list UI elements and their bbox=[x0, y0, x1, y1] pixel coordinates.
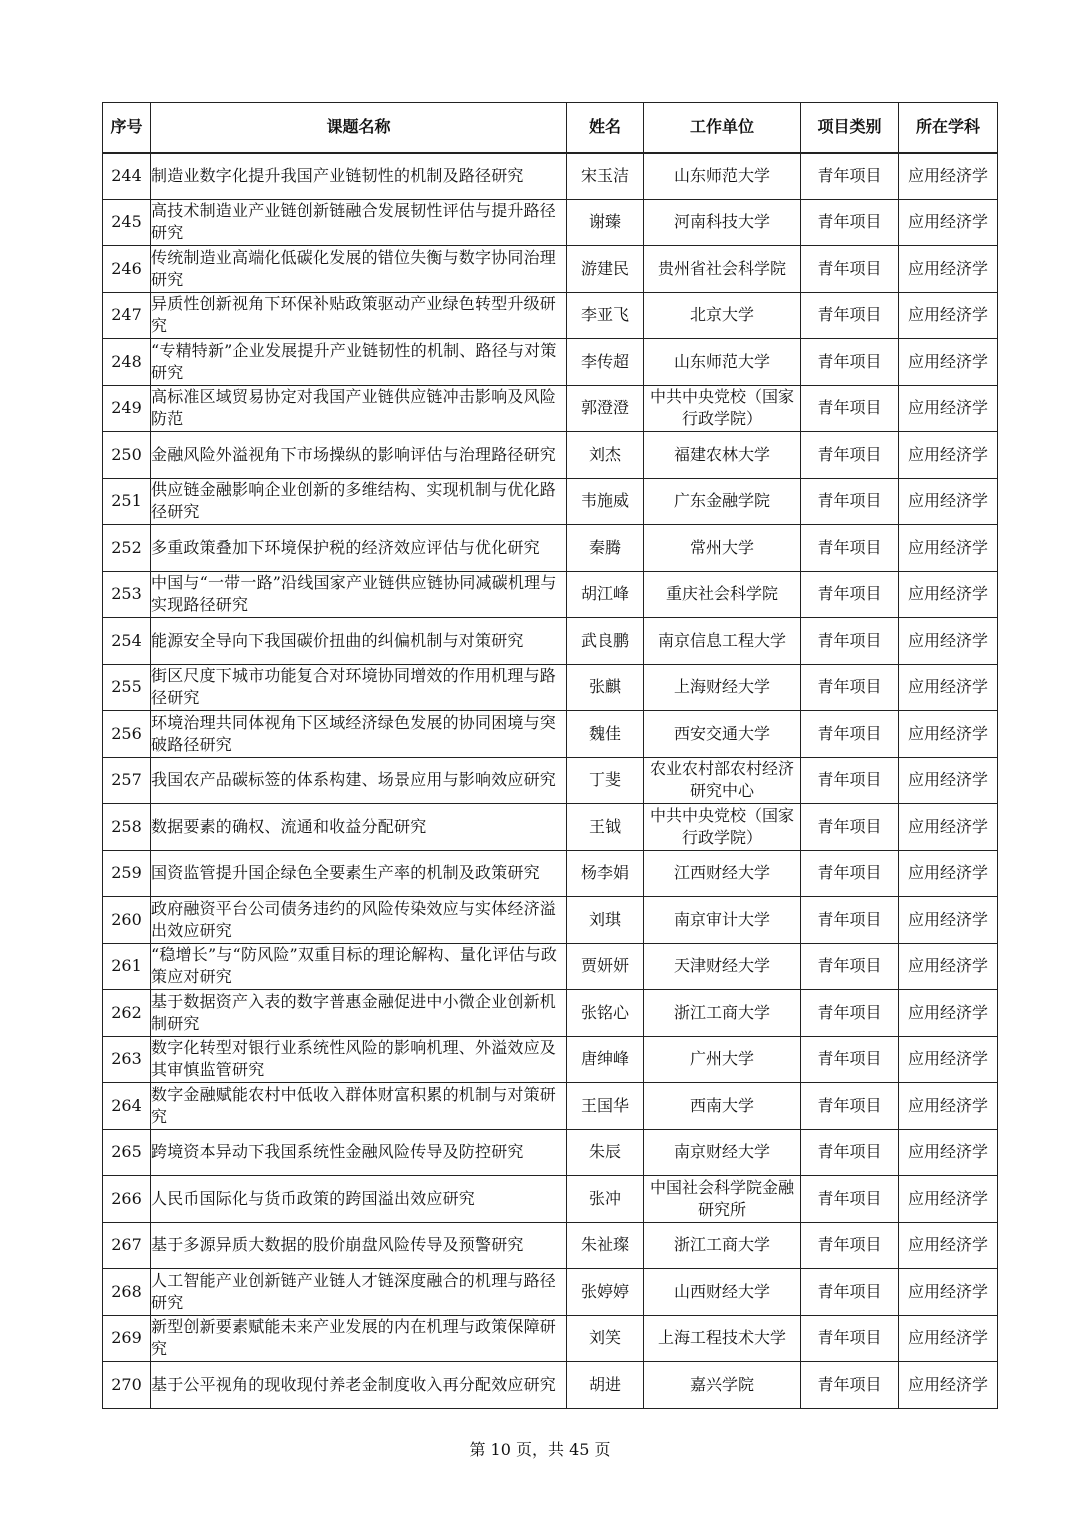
cell-name: 张冲 bbox=[567, 1176, 644, 1223]
cell-subject: 应用经济学 bbox=[899, 757, 998, 804]
cell-num: 265 bbox=[103, 1129, 151, 1176]
cell-title: 基于数据资产入表的数字普惠金融促进中小微企业创新机制研究 bbox=[151, 990, 567, 1037]
cell-subject: 应用经济学 bbox=[899, 990, 998, 1037]
cell-type: 青年项目 bbox=[801, 757, 899, 804]
cell-subject: 应用经济学 bbox=[899, 711, 998, 758]
table-row bbox=[103, 153, 998, 200]
header-title: 课题名称 bbox=[151, 103, 567, 153]
cell-name: 张麒 bbox=[567, 664, 644, 711]
header-subject: 所在学科 bbox=[899, 103, 998, 153]
cell-num: 244 bbox=[103, 153, 151, 200]
cell-name: 刘笑 bbox=[567, 1315, 644, 1362]
cell-num: 260 bbox=[103, 897, 151, 944]
cell-type: 青年项目 bbox=[801, 292, 899, 339]
cell-org: 江西财经大学 bbox=[644, 850, 801, 897]
header-name: 姓名 bbox=[567, 103, 644, 153]
cell-num: 252 bbox=[103, 525, 151, 572]
cell-subject: 应用经济学 bbox=[899, 246, 998, 293]
cell-subject: 应用经济学 bbox=[899, 618, 998, 665]
cell-num: 251 bbox=[103, 478, 151, 525]
cell-org: 西南大学 bbox=[644, 1083, 801, 1130]
cell-org: 南京信息工程大学 bbox=[644, 618, 801, 665]
cell-type: 青年项目 bbox=[801, 711, 899, 758]
cell-title: 数字化转型对银行业系统性风险的影响机理、外溢效应及其审慎监管研究 bbox=[151, 1036, 567, 1083]
cell-name: 胡江峰 bbox=[567, 571, 644, 618]
cell-subject: 应用经济学 bbox=[899, 943, 998, 990]
table-row bbox=[103, 246, 998, 293]
cell-org: 山东师范大学 bbox=[644, 153, 801, 200]
cell-type: 青年项目 bbox=[801, 1036, 899, 1083]
cell-title: 政府融资平台公司债务违约的风险传染效应与实体经济溢出效应研究 bbox=[151, 897, 567, 944]
cell-name: 胡进 bbox=[567, 1362, 644, 1409]
table-row bbox=[103, 525, 998, 572]
cell-subject: 应用经济学 bbox=[899, 1036, 998, 1083]
cell-subject: 应用经济学 bbox=[899, 339, 998, 386]
cell-name: 王国华 bbox=[567, 1083, 644, 1130]
table-row bbox=[103, 1083, 998, 1130]
cell-type: 青年项目 bbox=[801, 478, 899, 525]
table-row bbox=[103, 1269, 998, 1316]
cell-type: 青年项目 bbox=[801, 664, 899, 711]
page-footer: 第 10 页，共 45 页 bbox=[469, 1440, 611, 1459]
cell-num: 266 bbox=[103, 1176, 151, 1223]
cell-org: 上海财经大学 bbox=[644, 664, 801, 711]
table-row bbox=[103, 1036, 998, 1083]
cell-name: 李亚飞 bbox=[567, 292, 644, 339]
cell-type: 青年项目 bbox=[801, 804, 899, 851]
cell-num: 267 bbox=[103, 1222, 151, 1269]
cell-type: 青年项目 bbox=[801, 1083, 899, 1130]
cell-num: 262 bbox=[103, 990, 151, 1037]
table-row bbox=[103, 1129, 998, 1176]
cell-type: 青年项目 bbox=[801, 525, 899, 572]
cell-title: 新型创新要素赋能未来产业发展的内在机理与政策保障研究 bbox=[151, 1315, 567, 1362]
cell-title: 跨境资本异动下我国系统性金融风险传导及防控研究 bbox=[151, 1129, 567, 1176]
cell-org: 福建农林大学 bbox=[644, 432, 801, 479]
cell-num: 247 bbox=[103, 292, 151, 339]
table-row bbox=[103, 1315, 998, 1362]
cell-num: 268 bbox=[103, 1269, 151, 1316]
table-header-row bbox=[103, 103, 998, 153]
table-row bbox=[103, 664, 998, 711]
cell-name: 游建民 bbox=[567, 246, 644, 293]
cell-title: 中国与“一带一路”沿线国家产业链供应链协同减碳机理与实现路径研究 bbox=[151, 571, 567, 618]
cell-type: 青年项目 bbox=[801, 1176, 899, 1223]
table-row bbox=[103, 618, 998, 665]
cell-org: 山东师范大学 bbox=[644, 339, 801, 386]
cell-num: 269 bbox=[103, 1315, 151, 1362]
cell-num: 261 bbox=[103, 943, 151, 990]
table-row bbox=[103, 385, 998, 432]
cell-org: 浙江工商大学 bbox=[644, 990, 801, 1037]
cell-title: 高技术制造业产业链创新链融合发展韧性评估与提升路径研究 bbox=[151, 199, 567, 246]
cell-org: 嘉兴学院 bbox=[644, 1362, 801, 1409]
cell-org: 广东金融学院 bbox=[644, 478, 801, 525]
cell-num: 248 bbox=[103, 339, 151, 386]
cell-type: 青年项目 bbox=[801, 432, 899, 479]
cell-subject: 应用经济学 bbox=[899, 1315, 998, 1362]
cell-name: 谢臻 bbox=[567, 199, 644, 246]
cell-subject: 应用经济学 bbox=[899, 478, 998, 525]
cell-title: 制造业数字化提升我国产业链韧性的机制及路径研究 bbox=[151, 153, 567, 200]
cell-num: 254 bbox=[103, 618, 151, 665]
cell-subject: 应用经济学 bbox=[899, 1129, 998, 1176]
cell-org: 南京审计大学 bbox=[644, 897, 801, 944]
cell-org: 北京大学 bbox=[644, 292, 801, 339]
table-row bbox=[103, 990, 998, 1037]
cell-subject: 应用经济学 bbox=[899, 432, 998, 479]
cell-subject: 应用经济学 bbox=[899, 292, 998, 339]
cell-title: 人工智能产业创新链产业链人才链深度融合的机理与路径研究 bbox=[151, 1269, 567, 1316]
cell-org: 中国社会科学院金融研究所 bbox=[644, 1176, 801, 1223]
cell-num: 258 bbox=[103, 804, 151, 851]
cell-num: 255 bbox=[103, 664, 151, 711]
cell-title: 异质性创新视角下环保补贴政策驱动产业绿色转型升级研究 bbox=[151, 292, 567, 339]
cell-title: 多重政策叠加下环境保护税的经济效应评估与优化研究 bbox=[151, 525, 567, 572]
cell-name: 刘琪 bbox=[567, 897, 644, 944]
table-row bbox=[103, 432, 998, 479]
cell-title: 数字金融赋能农村中低收入群体财富积累的机制与对策研究 bbox=[151, 1083, 567, 1130]
cell-name: 武良鹏 bbox=[567, 618, 644, 665]
cell-title: 数据要素的确权、流通和收益分配研究 bbox=[151, 804, 567, 851]
cell-org: 中共中央党校（国家行政学院） bbox=[644, 385, 801, 432]
cell-name: 李传超 bbox=[567, 339, 644, 386]
table-row bbox=[103, 339, 998, 386]
cell-org: 中共中央党校（国家行政学院） bbox=[644, 804, 801, 851]
table-row bbox=[103, 850, 998, 897]
table-row bbox=[103, 571, 998, 618]
cell-num: 259 bbox=[103, 850, 151, 897]
cell-name: 张婷婷 bbox=[567, 1269, 644, 1316]
cell-type: 青年项目 bbox=[801, 1129, 899, 1176]
table-row bbox=[103, 1176, 998, 1223]
cell-type: 青年项目 bbox=[801, 1362, 899, 1409]
cell-title: 能源安全导向下我国碳价扭曲的纠偏机制与对策研究 bbox=[151, 618, 567, 665]
table-row bbox=[103, 804, 998, 851]
cell-org: 天津财经大学 bbox=[644, 943, 801, 990]
cell-subject: 应用经济学 bbox=[899, 1222, 998, 1269]
cell-subject: 应用经济学 bbox=[899, 1176, 998, 1223]
cell-title: 街区尺度下城市功能复合对环境协同增效的作用机理与路径研究 bbox=[151, 664, 567, 711]
cell-num: 263 bbox=[103, 1036, 151, 1083]
cell-type: 青年项目 bbox=[801, 339, 899, 386]
cell-title: 国资监管提升国企绿色全要素生产率的机制及政策研究 bbox=[151, 850, 567, 897]
cell-org: 贵州省社会科学院 bbox=[644, 246, 801, 293]
cell-num: 246 bbox=[103, 246, 151, 293]
cell-type: 青年项目 bbox=[801, 571, 899, 618]
cell-subject: 应用经济学 bbox=[899, 1362, 998, 1409]
cell-type: 青年项目 bbox=[801, 1269, 899, 1316]
cell-org: 西安交通大学 bbox=[644, 711, 801, 758]
cell-subject: 应用经济学 bbox=[899, 897, 998, 944]
cell-type: 青年项目 bbox=[801, 246, 899, 293]
header-org: 工作单位 bbox=[644, 103, 801, 153]
table-row bbox=[103, 711, 998, 758]
cell-subject: 应用经济学 bbox=[899, 1269, 998, 1316]
cell-title: 人民币国际化与货币政策的跨国溢出效应研究 bbox=[151, 1176, 567, 1223]
cell-name: 韦施威 bbox=[567, 478, 644, 525]
table-row bbox=[103, 1222, 998, 1269]
cell-num: 270 bbox=[103, 1362, 151, 1409]
cell-num: 257 bbox=[103, 757, 151, 804]
table-row bbox=[103, 943, 998, 990]
cell-title: “稳增长”与“防风险”双重目标的理论解构、量化评估与政策应对研究 bbox=[151, 943, 567, 990]
header-type: 项目类别 bbox=[801, 103, 899, 153]
cell-title: 基于多源异质大数据的股价崩盘风险传导及预警研究 bbox=[151, 1222, 567, 1269]
cell-subject: 应用经济学 bbox=[899, 571, 998, 618]
table-row bbox=[103, 292, 998, 339]
cell-num: 253 bbox=[103, 571, 151, 618]
cell-title: 高标准区域贸易协定对我国产业链供应链冲击影响及风险防范 bbox=[151, 385, 567, 432]
cell-name: 丁斐 bbox=[567, 757, 644, 804]
cell-title: 金融风险外溢视角下市场操纵的影响评估与治理路径研究 bbox=[151, 432, 567, 479]
cell-name: 唐绅峰 bbox=[567, 1036, 644, 1083]
cell-name: 张铭心 bbox=[567, 990, 644, 1037]
cell-title: “专精特新”企业发展提升产业链韧性的机制、路径与对策研究 bbox=[151, 339, 567, 386]
cell-type: 青年项目 bbox=[801, 199, 899, 246]
cell-org: 重庆社会科学院 bbox=[644, 571, 801, 618]
cell-name: 魏佳 bbox=[567, 711, 644, 758]
cell-subject: 应用经济学 bbox=[899, 664, 998, 711]
cell-subject: 应用经济学 bbox=[899, 385, 998, 432]
cell-org: 农业农村部农村经济研究中心 bbox=[644, 757, 801, 804]
cell-type: 青年项目 bbox=[801, 1222, 899, 1269]
project-table bbox=[102, 102, 998, 1409]
cell-title: 我国农产品碳标签的体系构建、场景应用与影响效应研究 bbox=[151, 757, 567, 804]
cell-subject: 应用经济学 bbox=[899, 1083, 998, 1130]
table-row bbox=[103, 199, 998, 246]
cell-num: 245 bbox=[103, 199, 151, 246]
header-num: 序号 bbox=[103, 103, 151, 153]
cell-subject: 应用经济学 bbox=[899, 850, 998, 897]
cell-type: 青年项目 bbox=[801, 897, 899, 944]
cell-name: 刘杰 bbox=[567, 432, 644, 479]
table-row bbox=[103, 478, 998, 525]
cell-type: 青年项目 bbox=[801, 990, 899, 1037]
cell-name: 朱辰 bbox=[567, 1129, 644, 1176]
cell-org: 常州大学 bbox=[644, 525, 801, 572]
cell-org: 南京财经大学 bbox=[644, 1129, 801, 1176]
cell-subject: 应用经济学 bbox=[899, 199, 998, 246]
cell-num: 264 bbox=[103, 1083, 151, 1130]
cell-org: 河南科技大学 bbox=[644, 199, 801, 246]
cell-name: 宋玉洁 bbox=[567, 153, 644, 200]
cell-subject: 应用经济学 bbox=[899, 804, 998, 851]
cell-type: 青年项目 bbox=[801, 943, 899, 990]
cell-title: 供应链金融影响企业创新的多维结构、实现机制与优化路径研究 bbox=[151, 478, 567, 525]
cell-name: 秦腾 bbox=[567, 525, 644, 572]
cell-subject: 应用经济学 bbox=[899, 525, 998, 572]
cell-type: 青年项目 bbox=[801, 618, 899, 665]
table-row bbox=[103, 757, 998, 804]
cell-type: 青年项目 bbox=[801, 385, 899, 432]
cell-title: 环境治理共同体视角下区域经济绿色发展的协同困境与突破路径研究 bbox=[151, 711, 567, 758]
table-row bbox=[103, 897, 998, 944]
cell-num: 249 bbox=[103, 385, 151, 432]
cell-name: 杨李娟 bbox=[567, 850, 644, 897]
cell-name: 朱祉璨 bbox=[567, 1222, 644, 1269]
cell-org: 上海工程技术大学 bbox=[644, 1315, 801, 1362]
cell-name: 贾妍妍 bbox=[567, 943, 644, 990]
table-row bbox=[103, 1362, 998, 1409]
cell-title: 传统制造业高端化低碳化发展的错位失衡与数字协同治理研究 bbox=[151, 246, 567, 293]
cell-org: 浙江工商大学 bbox=[644, 1222, 801, 1269]
cell-num: 250 bbox=[103, 432, 151, 479]
cell-type: 青年项目 bbox=[801, 1315, 899, 1362]
cell-name: 王钺 bbox=[567, 804, 644, 851]
cell-num: 256 bbox=[103, 711, 151, 758]
cell-subject: 应用经济学 bbox=[899, 153, 998, 200]
cell-type: 青年项目 bbox=[801, 153, 899, 200]
cell-title: 基于公平视角的现收现付养老金制度收入再分配效应研究 bbox=[151, 1362, 567, 1409]
cell-org: 广州大学 bbox=[644, 1036, 801, 1083]
cell-name: 郭澄澄 bbox=[567, 385, 644, 432]
cell-org: 山西财经大学 bbox=[644, 1269, 801, 1316]
cell-type: 青年项目 bbox=[801, 850, 899, 897]
